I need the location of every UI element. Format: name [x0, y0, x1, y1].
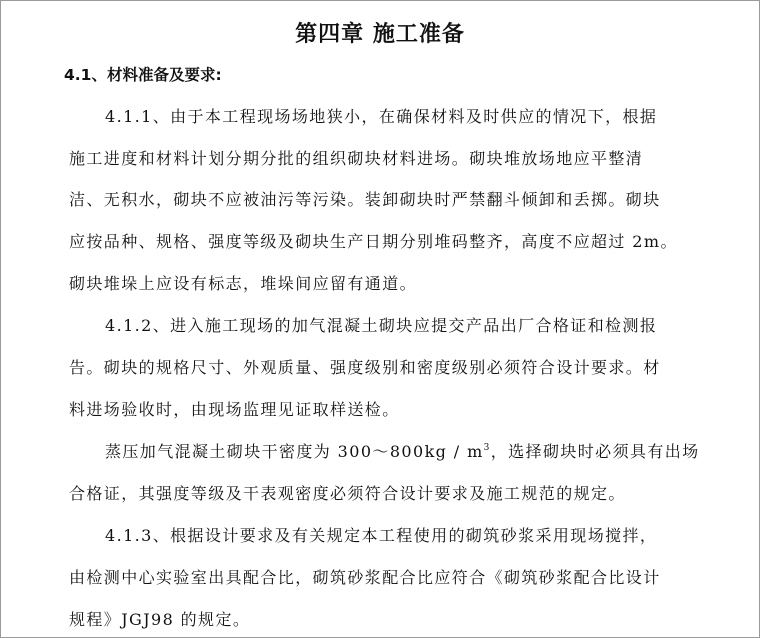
para1-line2: 施工进度和材料计划分期分批的组织砌块材料进场。砌块堆放场地应平整清 — [69, 149, 644, 168]
para2-line3: 料进场验收时，由现场监理见证取样送检。 — [69, 400, 400, 419]
para2-line2: 告。砌块的规格尺寸、外观质量、强度级别和密度级别必须符合设计要求。材 — [69, 358, 661, 377]
para4-line1: 4.1.3、根据设计要求及有关规定本工程使用的砌筑砂浆采用现场搅拌， — [105, 526, 658, 545]
para1-line5: 砌块堆垛上应设有标志，堆垛间应留有通道。 — [69, 274, 418, 293]
chapter-title: 第四章 施工准备 — [295, 22, 465, 47]
section-heading: 4.1、材料准备及要求: — [64, 66, 222, 84]
para1-line4: 应按品种、规格、强度等级及砌块生产日期分别堆码整齐，高度不应超过 2m。 — [69, 232, 678, 251]
para3-line1-end: ，选择砌块时必须具有出场 — [490, 442, 700, 461]
para1-line3: 洁、无积水，砌块不应被油污等污染。装卸砌块时严禁翻斗倾卸和丢掷。砌块 — [69, 190, 661, 209]
para1-line1: 4.1.1、由于本工程现场场地狭小，在确保材料及时供应的情况下，根据 — [105, 107, 658, 126]
para3-line1 — [105, 439, 700, 462]
cubic-superscript: 3 — [483, 443, 491, 453]
para4-line3: 规程》JGJ98 的规定。 — [69, 610, 251, 629]
para3-line1-start: 蒸压加气混凝土砌块干密度为 300～800kg / m — [105, 442, 484, 461]
para4-line2: 由检测中心实验室出具配合比，砌筑砂浆配合比应符合《砌筑砂浆配合比设计 — [69, 568, 661, 587]
para3-line2: 合格证，其强度等级及干表观密度必须符合设计要求及施工规范的规定。 — [69, 484, 626, 503]
para2-line1: 4.1.2、进入施工现场的加气混凝土砌块应提交产品出厂合格证和检测报 — [105, 316, 658, 335]
